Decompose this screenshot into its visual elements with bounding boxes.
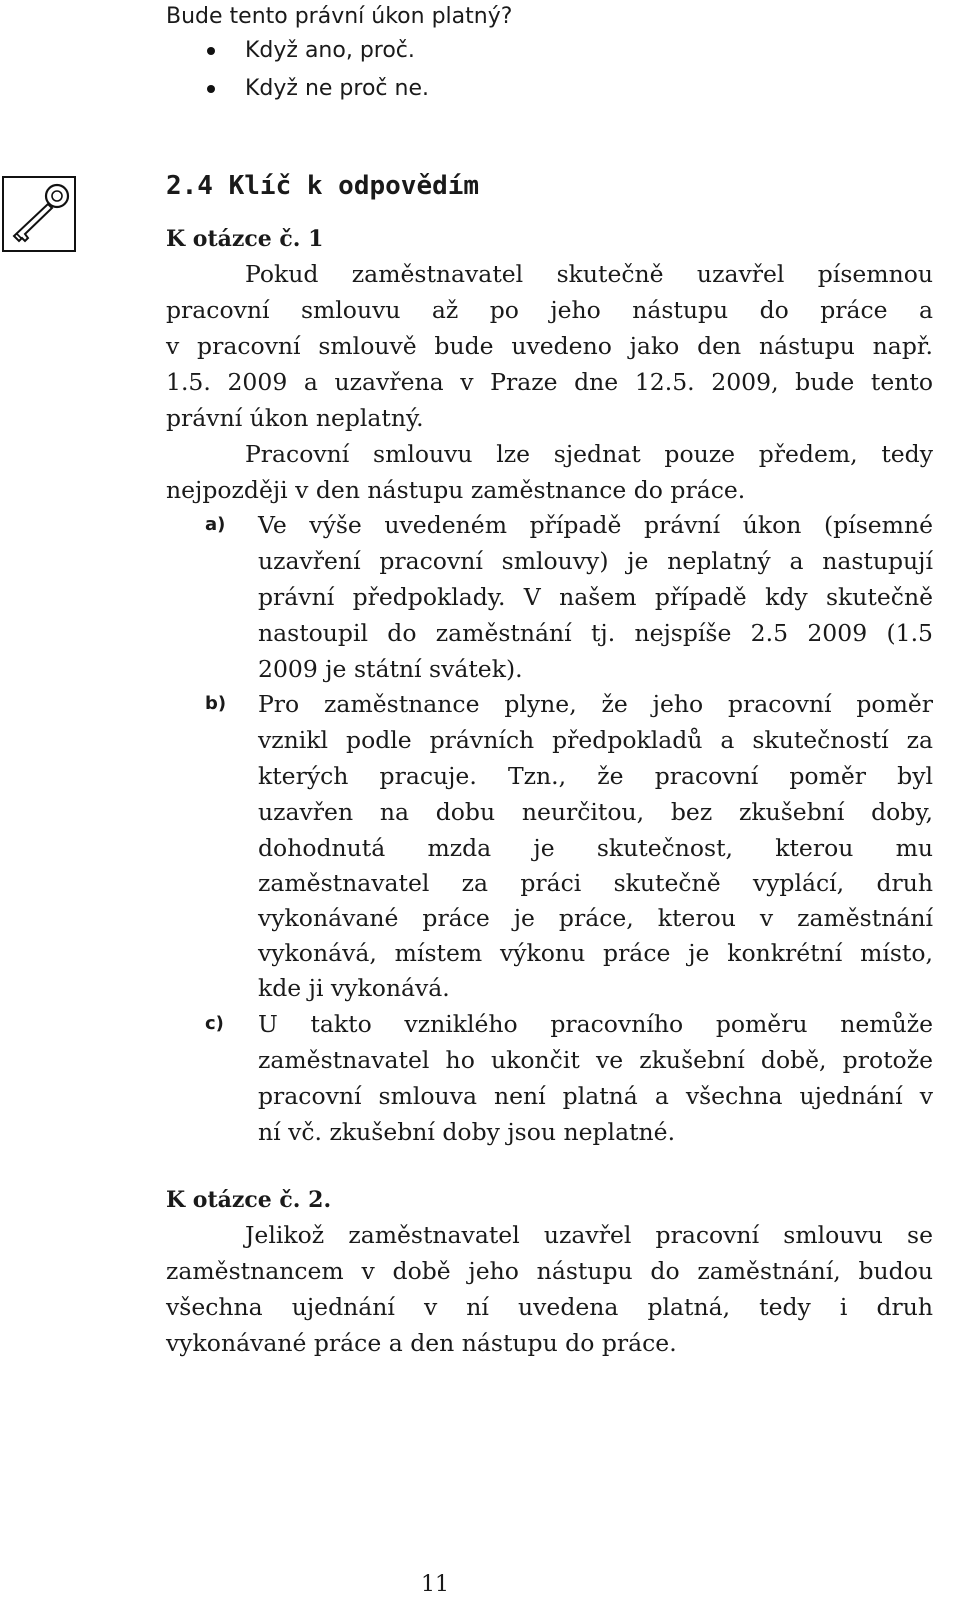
item-b-line: kterých pracuje. Tzn., že pracovní poměr byl bbox=[258, 762, 933, 790]
paragraph-line: nejpozději v den nástupu zaměstnance do práce. bbox=[166, 476, 746, 504]
paragraph-line: pracovní smlouvu až po jeho nástupu do práce a bbox=[166, 296, 933, 324]
paragraph-line: 1.5. 2009 a uzavřena v Praze dne 12.5. 2009, bude tento bbox=[166, 368, 933, 396]
item-a-line: právní předpoklady. V našem případě kdy skutečně bbox=[258, 583, 933, 611]
question-1-heading: K otázce č. 1 bbox=[166, 226, 324, 252]
item-label-b: b) bbox=[205, 693, 227, 714]
item-b-line: vykonávané práce je práce, kterou v zaměstnání bbox=[258, 904, 933, 932]
paragraph-line: všechna ujednání v ní uvedena platná, tedy i druh bbox=[166, 1293, 933, 1321]
paragraph-line: v pracovní smlouvě bude uvedeno jako den nástupu např. bbox=[166, 332, 933, 360]
intro-bullet-1: Když ano, proč. bbox=[245, 38, 415, 63]
item-a-line: uzavření pracovní smlouvy) je neplatný a nastupují bbox=[258, 547, 933, 575]
key-icon bbox=[2, 176, 76, 252]
paragraph-line: Jelikož zaměstnavatel uzavřel pracovní smlouvu se bbox=[245, 1221, 933, 1249]
section-title: 2.4 Klíč k odpovědím bbox=[166, 171, 480, 201]
item-c-line: ní vč. zkušební doby jsou neplatné. bbox=[258, 1118, 676, 1146]
paragraph-line: právní úkon neplatný. bbox=[166, 404, 424, 432]
question-2-heading: K otázce č. 2. bbox=[166, 1187, 332, 1213]
intro-bullet-2: Když ne proč ne. bbox=[245, 76, 429, 101]
bullet-dot bbox=[207, 85, 215, 93]
item-c-line: zaměstnavatel ho ukončit ve zkušební době, protože bbox=[258, 1046, 933, 1074]
item-label-c: c) bbox=[205, 1013, 224, 1034]
item-c-line: U takto vzniklého pracovního poměru nemůže bbox=[258, 1010, 933, 1038]
item-label-a: a) bbox=[205, 514, 226, 535]
item-b-line: Pro zaměstnance plyne, že jeho pracovní poměr bbox=[258, 690, 933, 718]
item-a-line: nastoupil do zaměstnání tj. nejspíše 2.5 2009 (1.5 bbox=[258, 619, 933, 647]
paragraph-line: Pracovní smlouvu lze sjednat pouze předem, tedy bbox=[245, 440, 933, 468]
item-b-line: uzavřen na dobu neurčitou, bez zkušební doby, bbox=[258, 798, 933, 826]
page-number: 11 bbox=[421, 1572, 449, 1597]
item-a-line: 2009 je státní svátek). bbox=[258, 655, 523, 683]
item-b-line: kde ji vykonává. bbox=[258, 974, 450, 1002]
item-c-line: pracovní smlouva není platná a všechna ujednání v bbox=[258, 1082, 933, 1110]
paragraph-line: Pokud zaměstnavatel skutečně uzavřel písemnou bbox=[245, 260, 933, 288]
item-b-line: dohodnutá mzda je skutečnost, kterou mu bbox=[258, 834, 933, 862]
item-a-line: Ve výše uvedeném případě právní úkon (písemné bbox=[258, 511, 933, 539]
item-b-line: vznikl podle právních předpokladů a skutečností za bbox=[258, 726, 933, 754]
item-b-line: vykonává, místem výkonu práce je konkrétní místo, bbox=[258, 939, 933, 967]
intro-question: Bude tento právní úkon platný? bbox=[166, 4, 513, 29]
paragraph-line: vykonávané práce a den nástupu do práce. bbox=[166, 1329, 677, 1357]
bullet-dot bbox=[207, 47, 215, 55]
paragraph-line: zaměstnancem v době jeho nástupu do zaměstnání, budou bbox=[166, 1257, 933, 1285]
item-b-line: zaměstnavatel za práci skutečně vyplácí, druh bbox=[258, 869, 933, 897]
